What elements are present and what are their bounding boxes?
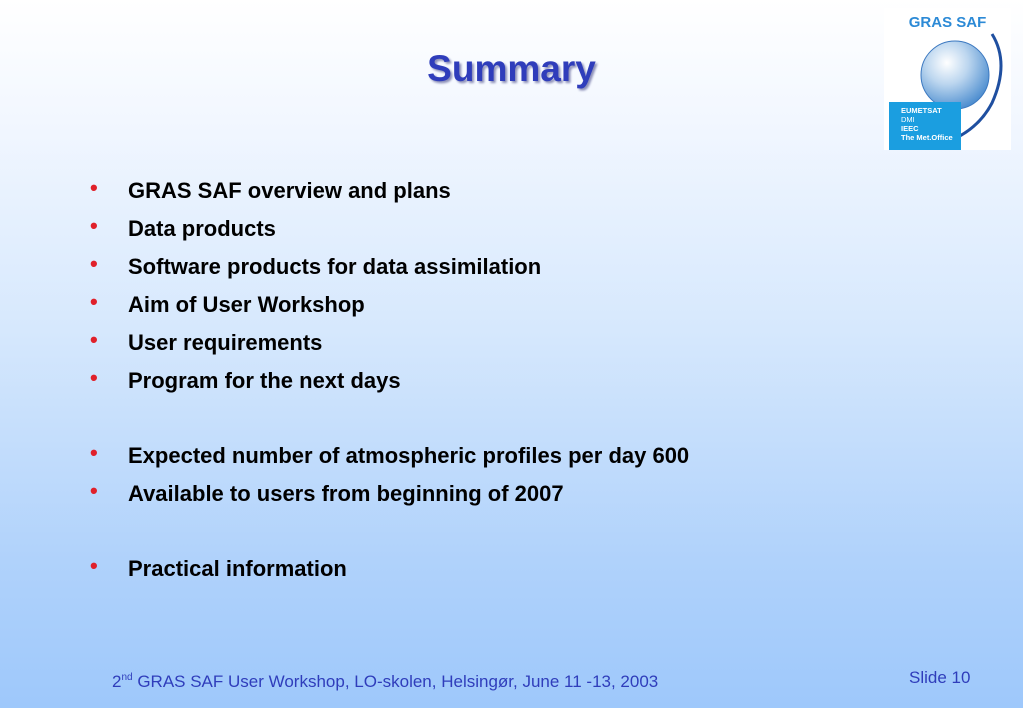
bullet-text: Software products for data assimilation bbox=[128, 254, 542, 279]
logo-partner-eumetsat: EUMETSAT bbox=[901, 106, 942, 115]
bullet-text: Available to users from beginning of 2007 bbox=[128, 481, 564, 506]
bullet-item bbox=[90, 210, 689, 248]
bullet-text: Practical information bbox=[128, 556, 347, 581]
footer-ordinal-suffix: nd bbox=[121, 672, 133, 683]
bullet-text: Program for the next days bbox=[128, 368, 401, 393]
bullet-list bbox=[90, 172, 689, 588]
bullet-text: Expected number of atmospheric profiles per day 600 bbox=[128, 443, 690, 468]
footer-text bbox=[112, 672, 658, 692]
bullet-dot-icon: • bbox=[90, 289, 98, 314]
logo-partner-ieec: IEEC bbox=[901, 124, 919, 133]
bullet-text: Aim of User Workshop bbox=[128, 292, 365, 317]
slide-title: Summary bbox=[427, 48, 596, 89]
footer-workshop-text: GRAS SAF User Workshop, LO-skolen, Helsingør, June 11 -13, 2003 bbox=[132, 672, 659, 691]
logo-partner-dmi: DMI bbox=[901, 115, 915, 124]
bullet-item bbox=[90, 475, 689, 513]
bullet-dot-icon: • bbox=[90, 440, 98, 465]
bullet-dot-icon: • bbox=[90, 553, 98, 578]
bullet-item bbox=[90, 437, 689, 475]
logo-partner-metoffice: The Met.Office bbox=[901, 133, 953, 142]
bullet-text: User requirements bbox=[128, 330, 323, 355]
footer-ordinal-number: 2 bbox=[112, 672, 122, 691]
bullet-dot-icon: • bbox=[90, 175, 98, 200]
bullet-dot-icon: • bbox=[90, 365, 98, 390]
gras-saf-logo bbox=[884, 8, 1011, 150]
slide-number: Slide 10 bbox=[909, 668, 971, 687]
bullet-item bbox=[90, 248, 689, 286]
bullet-item bbox=[90, 362, 689, 400]
bullet-dot-icon: • bbox=[90, 478, 98, 503]
bullet-text: GRAS SAF overview and plans bbox=[128, 178, 451, 203]
bullet-item bbox=[90, 172, 689, 210]
bullet-item bbox=[90, 286, 689, 324]
logo-title: GRAS SAF bbox=[908, 14, 987, 31]
bullet-item bbox=[90, 550, 689, 588]
bullet-dot-icon: • bbox=[90, 251, 98, 276]
bullet-dot-icon: • bbox=[90, 327, 98, 352]
logo-partner-panel bbox=[889, 102, 961, 150]
bullet-dot-icon: • bbox=[90, 213, 98, 238]
bullet-item bbox=[90, 324, 689, 362]
bullet-text: Data products bbox=[128, 216, 276, 241]
